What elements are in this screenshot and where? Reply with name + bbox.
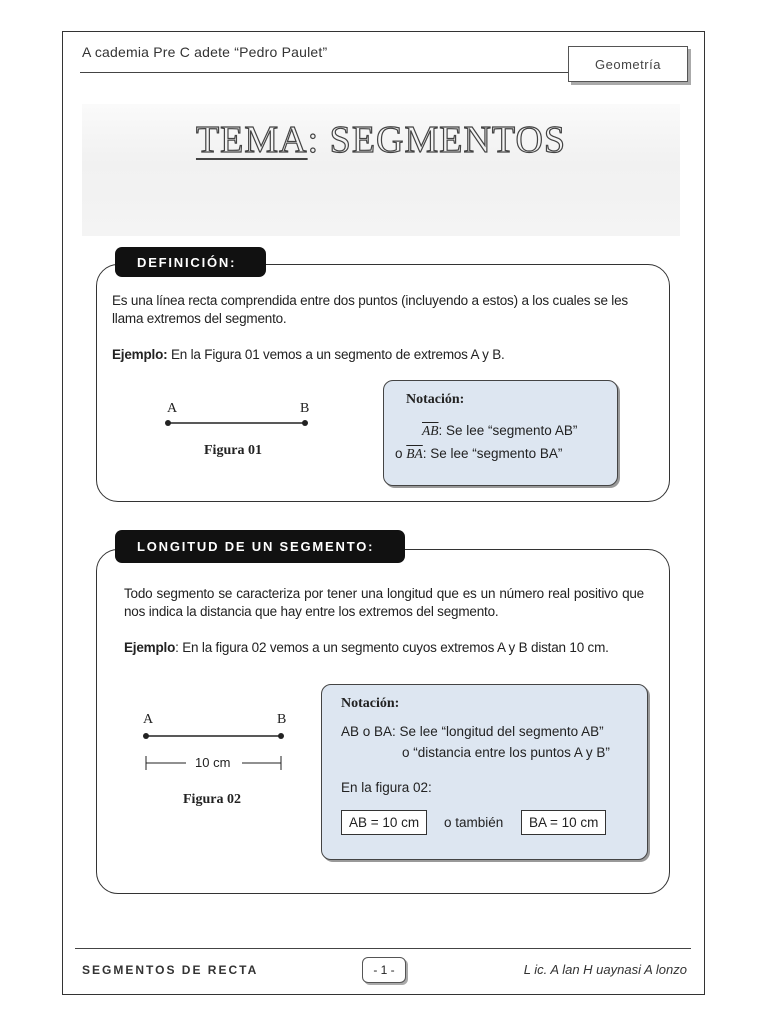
figure-01-caption: Figura 01 — [204, 443, 262, 458]
example-text-2: : En la figura 02 vemos a un segmento cuyos extremos A y B distan 10 cm. — [175, 640, 609, 655]
length-text: Todo segmento se caracteriza por tener una longitud que es un número real positivo que nos indica la distancia que hay entre los extremos del segmento. — [124, 586, 644, 619]
subject-label: Geometría — [568, 46, 688, 82]
example-label-2: Ejemplo — [124, 640, 176, 655]
footer-rule — [75, 948, 691, 949]
example-text: En la Figura 01 vemos a un segmento de extremos A y B. — [167, 347, 505, 362]
segment-ba-symbol: $\overline{BA}$ — [406, 446, 423, 461]
notation-line-5: En la figura 02: — [341, 780, 432, 795]
definition-text: Es una línea recta comprendida entre dos puntos (incluyendo a estos) a los cuales se les llama extremos del segmento. — [112, 293, 628, 326]
length-measure: 10 cm — [195, 755, 231, 770]
title-part-1: TEMA — [195, 119, 308, 161]
point-b-label: B — [300, 401, 310, 416]
page-number: - 1 - — [362, 957, 406, 983]
figure-02-segment — [138, 720, 293, 780]
example-label: Ejemplo: — [112, 347, 168, 362]
footer-title: SEGMENTOS DE RECTA — [82, 963, 259, 977]
page-title — [82, 118, 680, 162]
figure-02-caption: Figura 02 — [183, 792, 241, 807]
length-tab: LONGITUD DE UN SEGMENTO: — [115, 530, 405, 563]
point-b-label-2: B — [277, 712, 287, 727]
length-example — [124, 639, 664, 657]
notation-line-1-text: : Se lee “segmento AB” — [438, 423, 578, 438]
segment-ab-symbol: $\overline{AB}$ — [422, 423, 439, 438]
footer-author: L ic. A lan H uaynasi A lonzo — [523, 962, 687, 977]
point-a-label: A — [167, 401, 178, 416]
equation-ab: AB = 10 cm — [341, 810, 427, 835]
notation-line-2-text: : Se lee “segmento BA” — [422, 446, 563, 461]
equation-ba: BA = 10 cm — [521, 810, 606, 835]
point-a-label-2: A — [143, 712, 154, 727]
notation-line-3: AB o BA: Se lee “longitud del segmento AB” — [341, 724, 604, 739]
notation-line-2 — [395, 446, 562, 462]
notation-title-1: Notación: — [406, 392, 465, 407]
definition-tab: DEFINICIÓN: — [115, 247, 266, 277]
title-part-2: : SEGMENTOS — [307, 119, 567, 161]
institution-name: A cademia Pre C adete “Pedro Paulet” — [82, 44, 328, 60]
notation-title-2: Notación: — [341, 696, 400, 711]
definition-example — [112, 346, 652, 364]
equation-connector: o también — [444, 815, 504, 830]
notation-line-1 — [422, 423, 577, 439]
notation-line-4: o “distancia entre los puntos A y B” — [402, 745, 610, 760]
notation-line-2-prefix: o — [395, 446, 407, 461]
